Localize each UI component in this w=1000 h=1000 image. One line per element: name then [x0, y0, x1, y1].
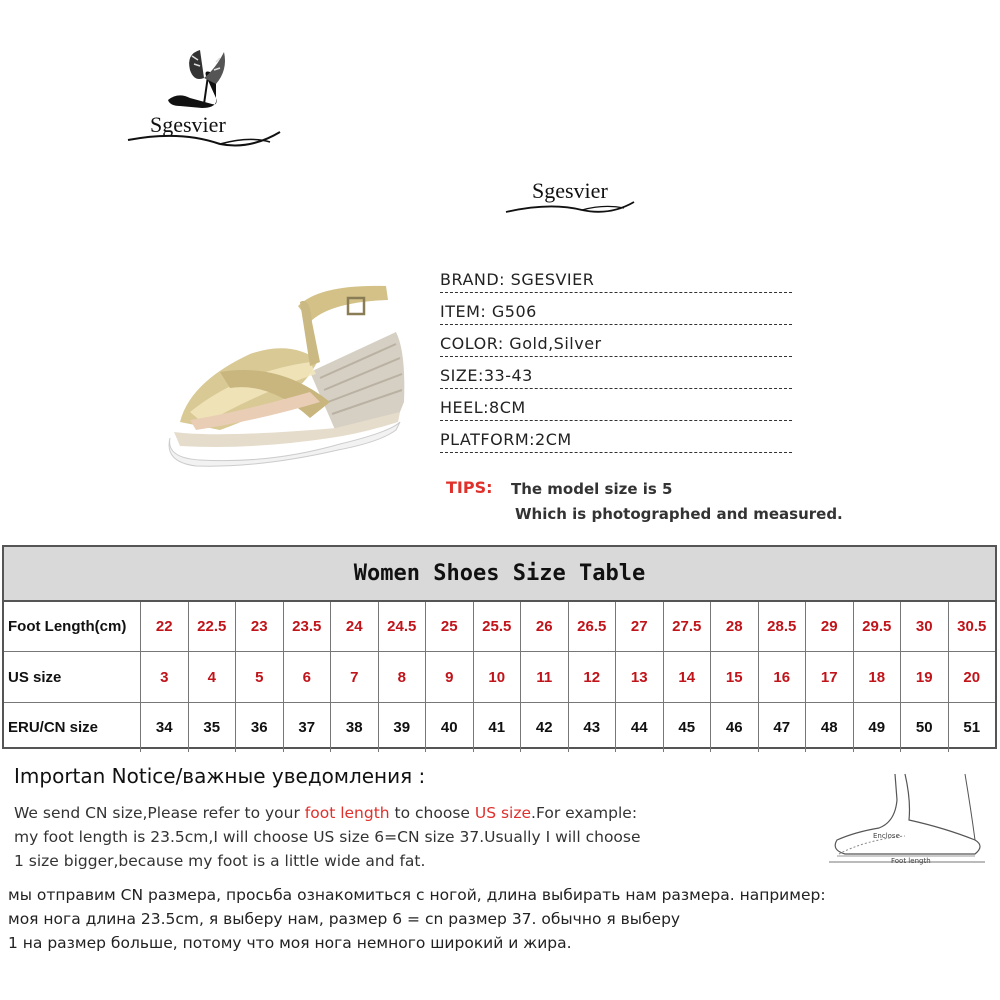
highlight-us-size: US size [474, 804, 532, 822]
table-row-us-size [4, 652, 995, 703]
product-image [160, 262, 420, 472]
table-cell: 14 [664, 652, 712, 702]
notice-ru-line-2: моя нога длина 23.5cm, я выберу нам, размер 6 = cn размер 37. обычно я выберу [8, 910, 681, 928]
spec-brand: BRAND: SGESVIER [440, 268, 792, 293]
row-label: US size [4, 652, 141, 702]
table-cell: 23.5 [284, 602, 332, 651]
table-cell: 48 [806, 703, 854, 752]
tips-line-1: The model size is 5 [511, 480, 673, 498]
table-cell: 38 [331, 703, 379, 752]
table-cell: 11 [521, 652, 569, 702]
table-cell: 18 [854, 652, 902, 702]
spec-color: COLOR: Gold,Silver [440, 332, 792, 357]
brand-logo-secondary-text: Sgesvier [532, 178, 608, 203]
table-cell: 46 [711, 703, 759, 752]
table-cell: 24 [331, 602, 379, 651]
table-cell: 22.5 [189, 602, 237, 651]
table-cell: 28 [711, 602, 759, 651]
table-cell: 23 [236, 602, 284, 651]
table-cell: 8 [379, 652, 427, 702]
table-cell: 42 [521, 703, 569, 752]
table-cell: 19 [901, 652, 949, 702]
table-cell: 44 [616, 703, 664, 752]
table-cell: 3 [141, 652, 189, 702]
table-cell: 4 [189, 652, 237, 702]
table-cell: 16 [759, 652, 807, 702]
row-label: ERU/CN size [4, 703, 141, 752]
spec-size: SIZE:33-43 [440, 364, 792, 389]
notice-en-line-3: 1 size bigger,because my foot is a little wide and fat. [14, 852, 426, 870]
table-cell: 5 [236, 652, 284, 702]
table-cell: 7 [331, 652, 379, 702]
foot-length-label: Foot length [891, 857, 931, 865]
table-row-eu-cn-size [4, 703, 995, 752]
foot-measure-diagram [825, 770, 995, 870]
row-label: Foot Length(cm) [4, 602, 141, 651]
table-cell: 47 [759, 703, 807, 752]
table-cell: 20 [963, 668, 981, 686]
brand-logo-text: Sgesvier [150, 112, 226, 137]
table-cell: 49 [854, 703, 902, 752]
spec-heel: HEEL:8CM [440, 396, 792, 421]
table-cell: 29 [806, 602, 854, 651]
table-cell: 29.5 [854, 602, 902, 651]
table-cell: 17 [806, 652, 854, 702]
table-cell: 27 [616, 602, 664, 651]
table-cell: 37 [284, 703, 332, 752]
table-cell: 6 [284, 652, 332, 702]
highlight-foot-length: foot length [304, 804, 390, 822]
size-table [2, 545, 997, 749]
foot-enclose-label: Enclose [873, 832, 900, 840]
table-cell: 34 [141, 703, 189, 752]
notice-en-line-2: my foot length is 23.5cm,I will choose US size 6=CN size 37.Usually I will choose [14, 828, 641, 846]
notice-ru-line-3: 1 на размер больше, потому что моя нога немного широкий и жира. [8, 934, 572, 952]
foot-outline-icon [825, 770, 995, 870]
table-cell: 50 [901, 703, 949, 752]
table-cell: 36 [236, 703, 284, 752]
notice-en-line-1: We send CN size,Please refer to your foot length to choose US size.For example: [14, 804, 638, 822]
table-cell: 26.5 [569, 602, 617, 651]
table-cell: 12 [569, 652, 617, 702]
table-cell: 39 [379, 703, 427, 752]
table-cell: 9 [426, 652, 474, 702]
table-cell: 25 [426, 602, 474, 651]
table-cell: 40 [426, 703, 474, 752]
table-cell: 30 [901, 602, 949, 651]
table-cell: 13 [616, 652, 664, 702]
table-cell: 25.5 [474, 602, 522, 651]
table-cell: 30.5 [957, 618, 987, 635]
table-cell: 28.5 [759, 602, 807, 651]
notice-ru-line-1: мы отправим CN размера, просьба ознакомиться с ногой, длина выбирать нам размера. например: [8, 886, 826, 904]
table-cell: 10 [474, 652, 522, 702]
table-row-foot-length [4, 602, 995, 652]
size-table-title: Women Shoes Size Table [4, 547, 995, 602]
brand-logo [120, 40, 290, 160]
notice-title: Importan Notice/важные уведомления : [14, 764, 426, 788]
table-cell: 24.5 [379, 602, 427, 651]
table-cell: 15 [711, 652, 759, 702]
table-cell: 26 [521, 602, 569, 651]
table-cell: 35 [189, 703, 237, 752]
table-cell: 27.5 [664, 602, 712, 651]
table-cell: 41 [474, 703, 522, 752]
tips-line-2: Which is photographed and measured. [515, 505, 843, 523]
spec-platform: PLATFORM:2CM [440, 428, 792, 453]
spec-item: ITEM: G506 [440, 300, 792, 325]
brand-logo-secondary [500, 168, 640, 228]
butterfly-heel-icon [120, 40, 290, 160]
tips-label: TIPS: [446, 478, 493, 497]
table-cell: 51 [963, 719, 981, 736]
table-cell: 22 [141, 602, 189, 651]
table-cell: 43 [569, 703, 617, 752]
table-cell: 45 [664, 703, 712, 752]
